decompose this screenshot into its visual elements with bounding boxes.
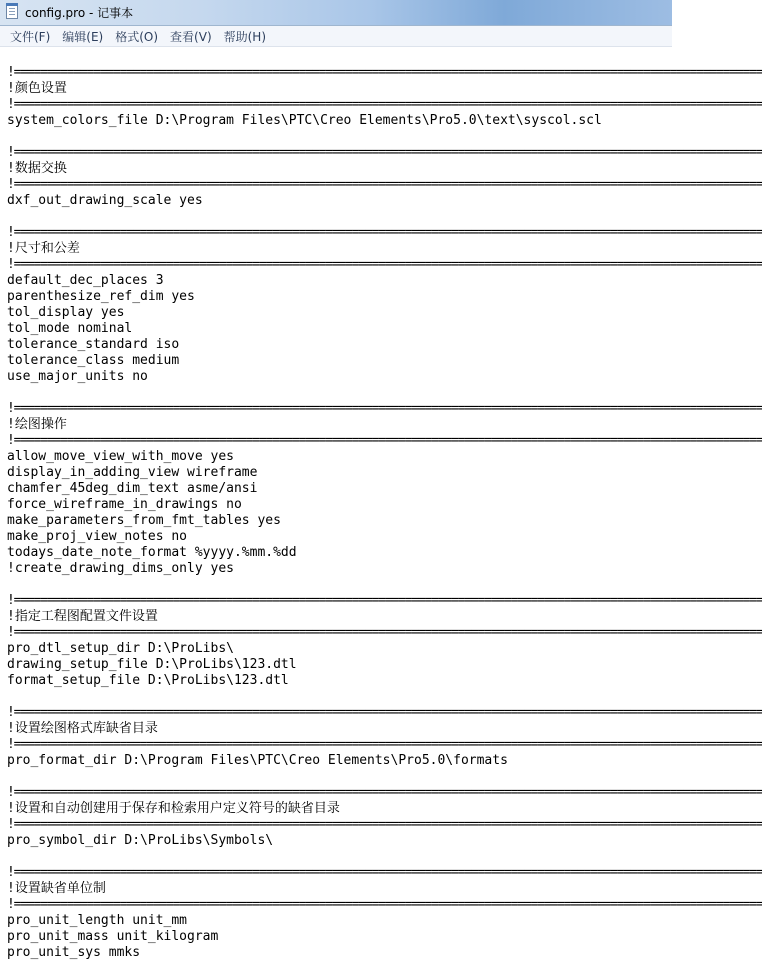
text-line: chamfer_45deg_dim_text asme/ansi [7, 481, 258, 496]
text-line: system_colors_file D:\Program Files\PTC\Creo Elements\Pro5.0\text\syscol.scl [7, 113, 602, 128]
text-line: !尺寸和公差 [7, 241, 80, 256]
text-editor-area[interactable] [0, 47, 762, 966]
text-line: !数据交换 [7, 161, 67, 176]
text-line: tol_mode nominal [7, 321, 133, 336]
text-line [7, 385, 762, 401]
editor-text[interactable] [7, 65, 762, 961]
text-line: pro_symbol_dir D:\ProLibs\Symbols\ [7, 833, 274, 848]
text-line [7, 577, 762, 593]
text-line: force_wireframe_in_drawings no [7, 497, 242, 512]
text-line: !================================================================================================================= [7, 65, 762, 80]
text-line: default_dec_places 3 [7, 273, 164, 288]
text-line: make_proj_view_notes no [7, 529, 188, 544]
text-line: !================================================================================================================= [7, 593, 762, 608]
text-line: !================================================================================================================= [7, 433, 762, 448]
text-line: !================================================================================================================= [7, 625, 762, 640]
menu-format[interactable]: 格式(O) [115, 29, 159, 44]
text-line: !================================================================================================================= [7, 401, 762, 416]
window-title: config.pro - 记事本 [25, 6, 134, 20]
text-line [7, 129, 762, 145]
text-line: !create_drawing_dims_only yes [7, 561, 234, 576]
text-line: !================================================================================================================= [7, 865, 762, 880]
text-line: !================================================================================================================= [7, 817, 762, 832]
text-line: todays_date_note_format %yyyy.%mm.%dd [7, 545, 297, 560]
text-line: !设置绘图格式库缺省目录 [7, 721, 158, 736]
text-line: drawing_setup_file D:\ProLibs\123.dtl [7, 657, 297, 672]
text-line: parenthesize_ref_dim yes [7, 289, 195, 304]
text-line: make_parameters_from_fmt_tables yes [7, 513, 281, 528]
menu-help[interactable]: 帮助(H) [223, 29, 267, 44]
text-line: tol_display yes [7, 305, 125, 320]
text-line: pro_unit_sys mmks [7, 945, 141, 960]
text-line: !================================================================================================================= [7, 785, 762, 800]
text-line: !================================================================================================================= [7, 737, 762, 752]
notepad-icon [6, 4, 18, 19]
text-line: !================================================================================================================= [7, 177, 762, 192]
menu-file[interactable]: 文件(F) [10, 29, 51, 44]
text-line: !设置缺省单位制 [7, 881, 106, 896]
menu-bar [0, 26, 672, 47]
text-line: display_in_adding_view wireframe [7, 465, 258, 480]
text-line [7, 769, 762, 785]
text-line: !设置和自动创建用于保存和检索用户定义符号的缺省目录 [7, 801, 340, 816]
text-line: pro_unit_length unit_mm [7, 913, 188, 928]
text-line: !================================================================================================================= [7, 97, 762, 112]
text-line: !================================================================================================================= [7, 225, 762, 240]
text-line: pro_dtl_setup_dir D:\ProLibs\ [7, 641, 234, 656]
text-line: !================================================================================================================= [7, 145, 762, 160]
text-line: use_major_units no [7, 369, 148, 384]
menu-edit[interactable]: 编辑(E) [62, 29, 104, 44]
text-line: !================================================================================================================= [7, 897, 762, 912]
text-line: allow_move_view_with_move yes [7, 449, 234, 464]
text-line: pro_format_dir D:\Program Files\PTC\Creo Elements\Pro5.0\formats [7, 753, 508, 768]
text-line: pro_unit_mass unit_kilogram [7, 929, 219, 944]
text-line: !颜色设置 [7, 81, 67, 96]
menu-view[interactable]: 查看(V) [170, 29, 212, 44]
text-line: dxf_out_drawing_scale yes [7, 193, 203, 208]
title-bar [0, 0, 672, 26]
text-line: !================================================================================================================= [7, 257, 762, 272]
text-line: !================================================================================================================= [7, 705, 762, 720]
text-line [7, 209, 762, 225]
text-line: tolerance_standard iso [7, 337, 180, 352]
text-line: !绘图操作 [7, 417, 67, 432]
text-line [7, 849, 762, 865]
text-line: tolerance_class medium [7, 353, 180, 368]
text-line [7, 689, 762, 705]
text-line: !指定工程图配置文件设置 [7, 609, 158, 624]
text-line: format_setup_file D:\ProLibs\123.dtl [7, 673, 289, 688]
